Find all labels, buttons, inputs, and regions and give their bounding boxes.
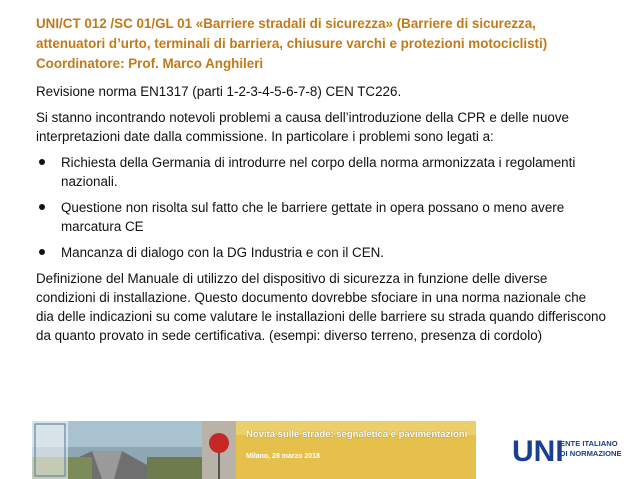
stop-sign-photo bbox=[202, 421, 236, 479]
slide-content bbox=[36, 14, 606, 352]
bullet-icon bbox=[39, 204, 45, 210]
revision-text: Revisione norma EN1317 (parti 1-2-3-4-5-6-7-8) CEN TC226. bbox=[36, 84, 402, 99]
logo-text-line1: ENTE ITALIANO bbox=[560, 439, 618, 448]
slide-title: UNI/CT 012 /SC 01/GL 01 «Barriere stradali di sicurezza» (Barriere di sicurezza, attenuatori d’urto, terminali di barriera, chiusure varchi e protezioni motociclisti) bbox=[36, 16, 548, 51]
bullet-icon bbox=[39, 249, 45, 255]
closing-text: Definizione del Manuale di utilizzo del dispositivo di sicurezza in funzione delle diverse condizioni di installazione. Questo documento dovrebbe sfociare in una norma nazionale che dia delle indicazioni su come valutare le installazioni delle barriere su strada quando differiscono da quanto provato in sede certificativa. (esempi: diverso terreno, presenza di cordolo) bbox=[36, 271, 606, 343]
list-item-text: Questione non risolta sul fatto che le barriere gettate in opera possano o meno avere marcatura CE bbox=[61, 200, 565, 234]
list-item-text: Mancanza di dialogo con la DG Industria e con il CEN. bbox=[61, 245, 385, 260]
bullet-icon bbox=[39, 159, 45, 165]
road-photo-strip bbox=[32, 421, 202, 479]
uni-logo-icon bbox=[512, 435, 564, 468]
svg-text:UNI: UNI bbox=[512, 435, 564, 468]
intro-text: Si stanno incontrando notevoli problemi a causa dell’introduzione della CPR e delle nuove interpretazioni date dalla commissione. In particolare i problemi sono legati a: bbox=[36, 110, 569, 144]
footer-banner bbox=[32, 421, 638, 479]
issue-list bbox=[36, 153, 606, 262]
coordinator-line: Coordinatore: Prof. Marco Anghileri bbox=[36, 56, 264, 71]
event-date: Milano, 28 marzo 2018 bbox=[246, 453, 320, 460]
list-item bbox=[36, 153, 606, 191]
list-item bbox=[36, 198, 606, 236]
list-item bbox=[36, 243, 606, 262]
list-item-text: Richiesta della Germania di introdurre nel corpo della norma armonizzata i regolamenti nazionali. bbox=[61, 155, 576, 189]
logo-text-line2: DI NORMAZIONE bbox=[560, 449, 622, 458]
event-title: Novità sulle strade: segnaletica e pavimentazioni bbox=[246, 429, 468, 440]
